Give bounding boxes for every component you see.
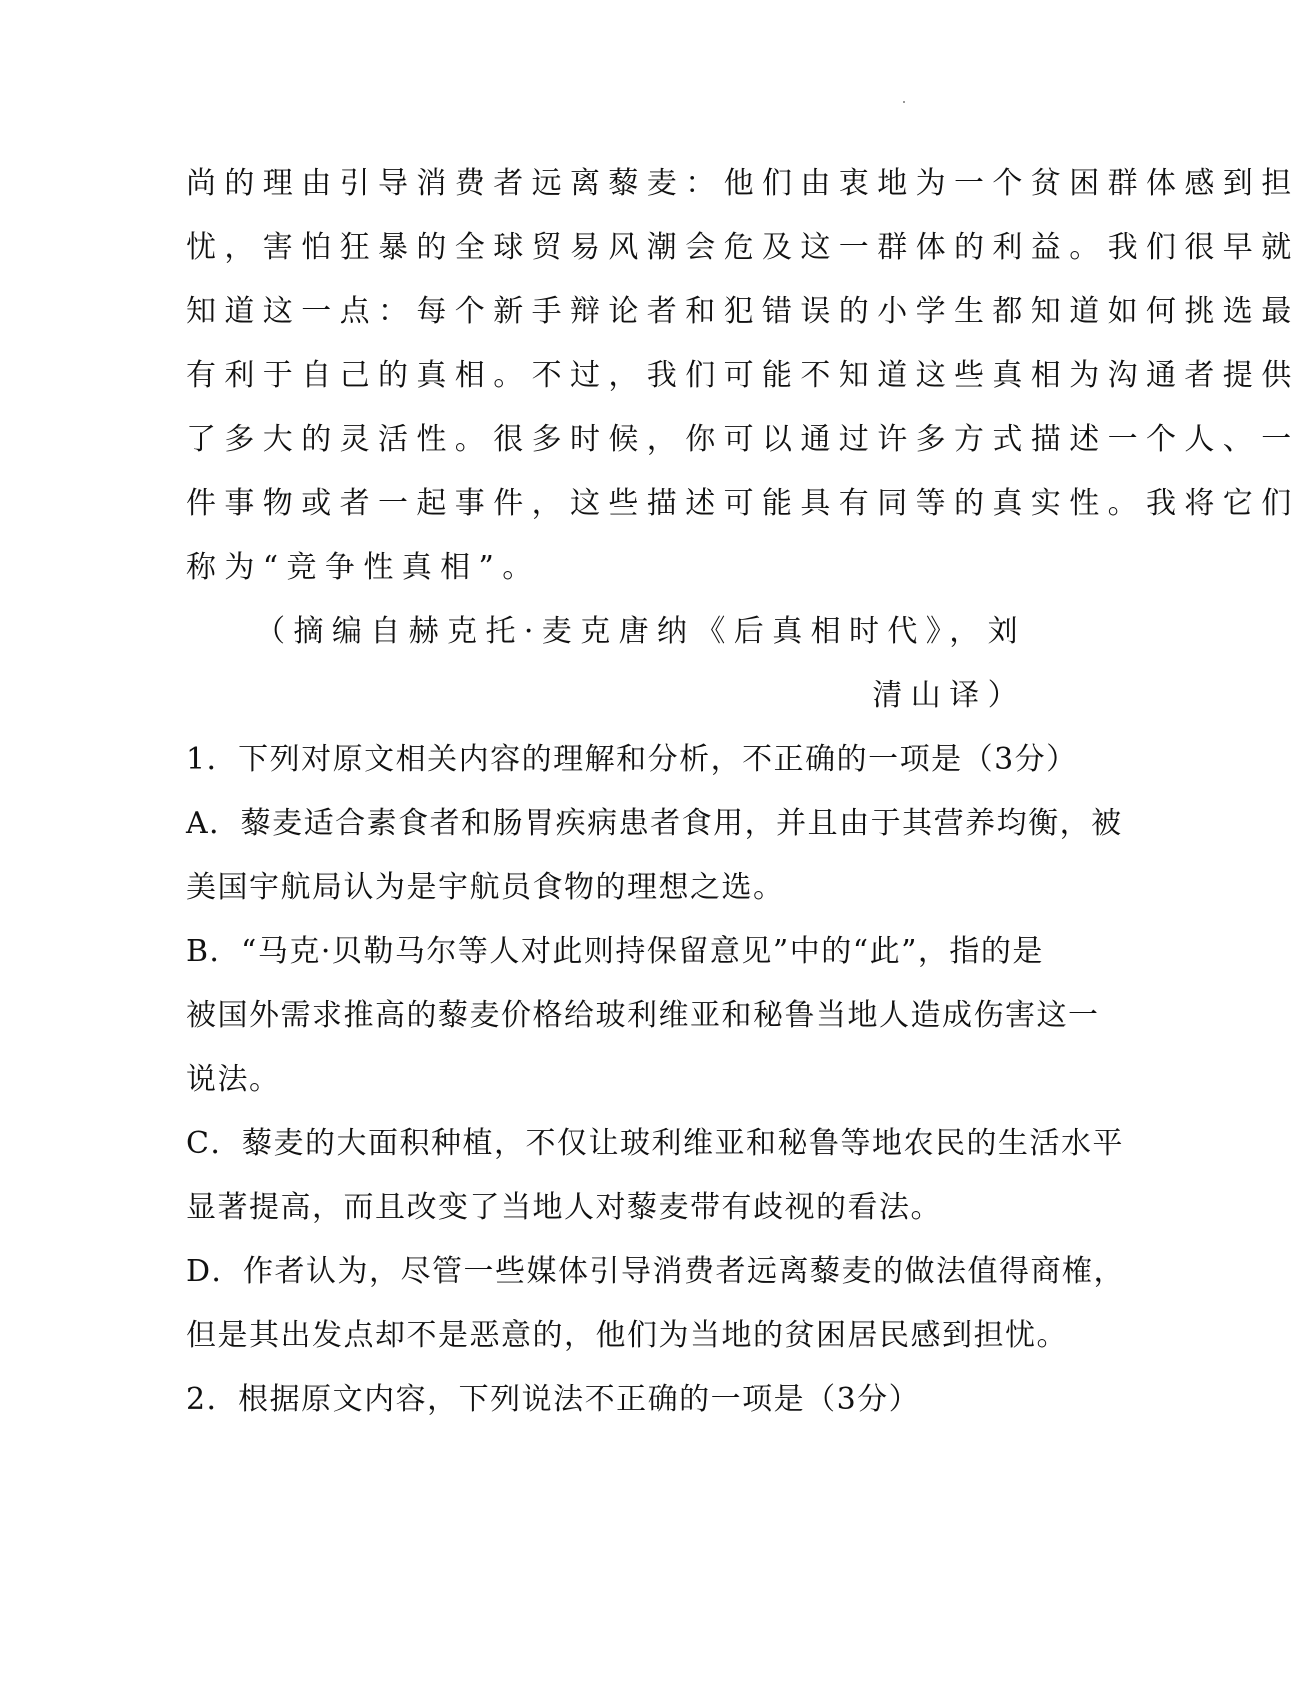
passage-line: 尚的理由引导消费者远离藜麦：他们由衷地为一个贫困群体感到担 (186, 166, 1300, 201)
passage-line: 件事物或者一起事件，这些描述可能具有同等的真实性。我将它们 (186, 486, 1300, 521)
source-citation: 清山译） (872, 678, 1026, 713)
option-line: 但是其出发点却不是恶意的，他们为当地的贫困居民感到担忧。 (186, 1318, 1068, 1353)
question-1 (186, 728, 1126, 1368)
option-a (186, 792, 1123, 920)
option-line: 美国宇航局认为是宇航员食物的理想之选。 (186, 870, 785, 905)
speck-mark (903, 101, 905, 103)
question-2 (186, 1368, 1026, 1432)
option-line: D．作者认为，尽管一些媒体引导消费者远离藜麦的做法值得商榷， (186, 1254, 1126, 1289)
passage-line: 称为“竞争性真相”。 (186, 550, 541, 585)
source-citation: （摘编自赫克托·麦克唐纳《后真相时代》，刘 (255, 614, 1026, 649)
passage-line: 有利于自己的真相。不过，我们可能不知道这些真相为沟通者提供 (186, 358, 1300, 393)
option-c (186, 1112, 1124, 1240)
passage-line: 了多大的灵活性。很多时候，你可以通过许多方式描述一个人、一 (186, 422, 1300, 457)
question-stem: 1．下列对原文相关内容的理解和分析，不正确的一项是（3分） (186, 742, 1078, 777)
reading-passage (186, 152, 1300, 728)
page-content (186, 152, 1300, 1432)
question-stem: 2．根据原文内容，下列说法不正确的一项是（3分） (186, 1382, 921, 1417)
passage-line: 忧，害怕狂暴的全球贸易风潮会危及这一群体的利益。我们很早就 (186, 230, 1300, 265)
option-line: 显著提高，而且改变了当地人对藜麦带有歧视的看法。 (186, 1190, 942, 1225)
option-d (186, 1240, 1126, 1368)
passage-line: 知道这一点：每个新手辩论者和犯错误的小学生都知道如何挑选最 (186, 294, 1300, 329)
option-line: 说法。 (186, 1062, 281, 1097)
option-line: 被国外需求推高的藜麦价格给玻利维亚和秘鲁当地人造成伤害这一 (186, 998, 1100, 1033)
option-b (186, 920, 1100, 1112)
option-line: C．藜麦的大面积种植，不仅让玻利维亚和秘鲁等地农民的生活水平 (186, 1126, 1124, 1161)
option-line: B．“马克·贝勒马尔等人对此则持保留意见”中的“此”，指的是 (186, 934, 1044, 969)
option-line: A．藜麦适合素食者和肠胃疾病患者食用，并且由于其营养均衡，被 (186, 806, 1123, 841)
